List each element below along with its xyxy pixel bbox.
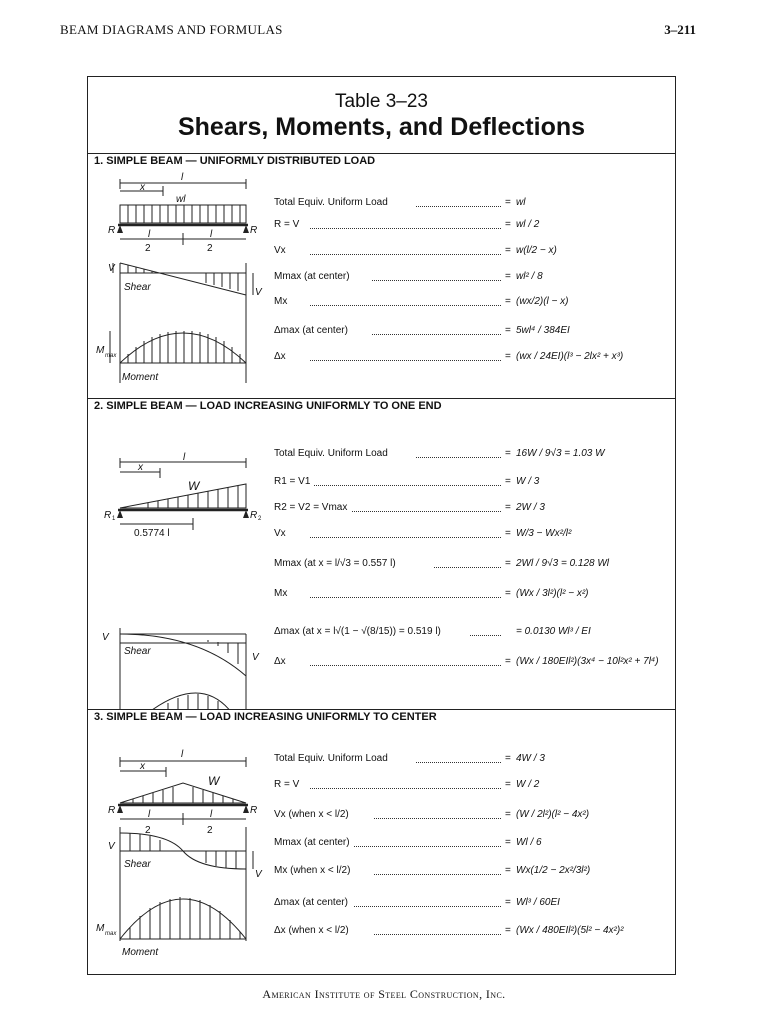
formula-row: Total Equiv. Uniform Load = wl [274, 197, 526, 208]
label-r-left: R [108, 805, 116, 816]
label-v2: V [252, 652, 259, 663]
label-x: x [138, 462, 143, 473]
label-x: x [140, 182, 145, 193]
label-r2: R [250, 510, 258, 521]
page-number: 3–211 [664, 22, 696, 37]
label-shear: Shear [124, 859, 151, 870]
table-title-box [88, 77, 675, 154]
formula-row: R = V = W / 2 [274, 779, 540, 790]
formula-row: R1 = V1 = W / 3 [274, 476, 540, 487]
label-l: l [181, 749, 184, 760]
formula-row: Total Equiv. Uniform Load = 4W / 3 [274, 753, 545, 764]
page-footer: American Institute of Steel Construction, Inc. [262, 987, 506, 1001]
label-r1: R [104, 510, 112, 521]
formula-row: Mmax (at center) = wl² / 8 [274, 271, 543, 282]
label-moment: Moment [122, 372, 159, 383]
formula-row: Δx = (Wx / 180EIl²)(3x⁴ − 10l²x² + 7l⁴) [274, 656, 659, 667]
section-increasing-to-center [88, 709, 675, 974]
formula-row: Δmax (at x = l√(1 − √(8/15)) = 0.519 l) = 0.0130 Wl³ / EI [274, 626, 591, 637]
beam-diagram-triangular-center [88, 709, 268, 974]
label-load: W [188, 479, 200, 493]
label-r-right: R [250, 805, 258, 816]
section-heading: 2. SIMPLE BEAM — LOAD INCREASING UNIFORMLY TO ONE END [94, 400, 442, 412]
label-mmax: M [96, 923, 105, 934]
formula-row: Mx = (wx/2)(l − x) [274, 296, 569, 307]
formula-row: Vx = W/3 − Wx²/l² [274, 528, 572, 539]
label-v-right: V [255, 287, 262, 298]
label-r-left: R [108, 225, 116, 236]
label-l: l [181, 172, 184, 183]
label-two-right: 2 [207, 243, 213, 254]
table-frame [87, 76, 676, 975]
label-half-left: l [148, 809, 151, 820]
label-v-left: V [108, 263, 115, 274]
running-head [60, 22, 696, 42]
formula-row: Mmax (at x = l/√3 = 0.557 l) = 2Wl / 9√3 = 0.128 Wl [274, 558, 610, 569]
label-half-left: l [148, 229, 151, 240]
label-r-right: R [250, 225, 258, 236]
label-r1-sub: 1 [112, 516, 116, 522]
label-x: x [140, 761, 145, 772]
label-mmax: M [96, 345, 105, 356]
formula-row: Δx = (wx / 24EI)(l³ − 2lx² + x³) [274, 351, 624, 362]
label-shear: Shear [124, 646, 151, 657]
label-two-right: 2 [207, 825, 213, 836]
label-two-left: 2 [145, 243, 151, 254]
label-v1: V [102, 632, 109, 643]
label-half-right: l [210, 229, 213, 240]
label-v-right: V [255, 869, 262, 880]
formula-row: R2 = V2 = Vmax = 2W / 3 [274, 502, 545, 513]
section-increasing-one-end [88, 398, 675, 710]
table-number: Table 3–23 [335, 91, 428, 112]
label-mmax-sub: max [105, 353, 117, 359]
section-heading: 1. SIMPLE BEAM — UNIFORMLY DISTRIBUTED LOAD [94, 155, 376, 167]
label-shear: Shear [124, 282, 151, 293]
beam-diagram-uniform [88, 153, 268, 398]
section-uniform-load [88, 153, 675, 399]
label-mmax-sub: max [105, 931, 117, 937]
label-moment: Moment [122, 947, 159, 958]
formula-row: Δx (when x < l/2) = (Wx / 480EIl²)(5l² − 4x²)² [274, 925, 624, 936]
formula-row: R = V = wl / 2 [274, 219, 540, 230]
label-l: l [183, 452, 186, 463]
formula-row: Vx (when x < l/2) = (W / 2l²)(l² − 4x²) [274, 809, 590, 820]
formula-row: Mx (when x < l/2) = Wx(1/2 − 2x²/3l²) [274, 865, 591, 876]
running-head-title: BEAM DIAGRAMS AND FORMULAS [60, 22, 283, 37]
formula-row: Mx = (Wx / 3l²)(l² − x²) [274, 588, 589, 599]
formula-row: Vx = w(l/2 − x) [274, 245, 557, 256]
label-load: wl [176, 194, 186, 205]
section-heading: 3. SIMPLE BEAM — LOAD INCREASING UNIFORMLY TO CENTER [94, 711, 437, 723]
table-title: Shears, Moments, and Deflections [177, 113, 586, 141]
beam-diagram-triangular-one-end [88, 398, 268, 709]
label-v-left: V [108, 841, 115, 852]
formula-row: Mmax (at center) = Wl / 6 [274, 837, 542, 848]
formula-row: Δmax (at center) = 5wl⁴ / 384EI [274, 325, 570, 336]
label-distance: 0.5774 l [134, 528, 170, 539]
formula-row: Δmax (at center) = Wl³ / 60EI [274, 897, 560, 908]
label-load: W [208, 774, 220, 788]
label-r2-sub: 2 [258, 516, 262, 522]
label-two-left: 2 [145, 825, 151, 836]
label-half-right: l [210, 809, 213, 820]
formula-row: Total Equiv. Uniform Load = 16W / 9√3 = 1.03 W [274, 448, 605, 459]
